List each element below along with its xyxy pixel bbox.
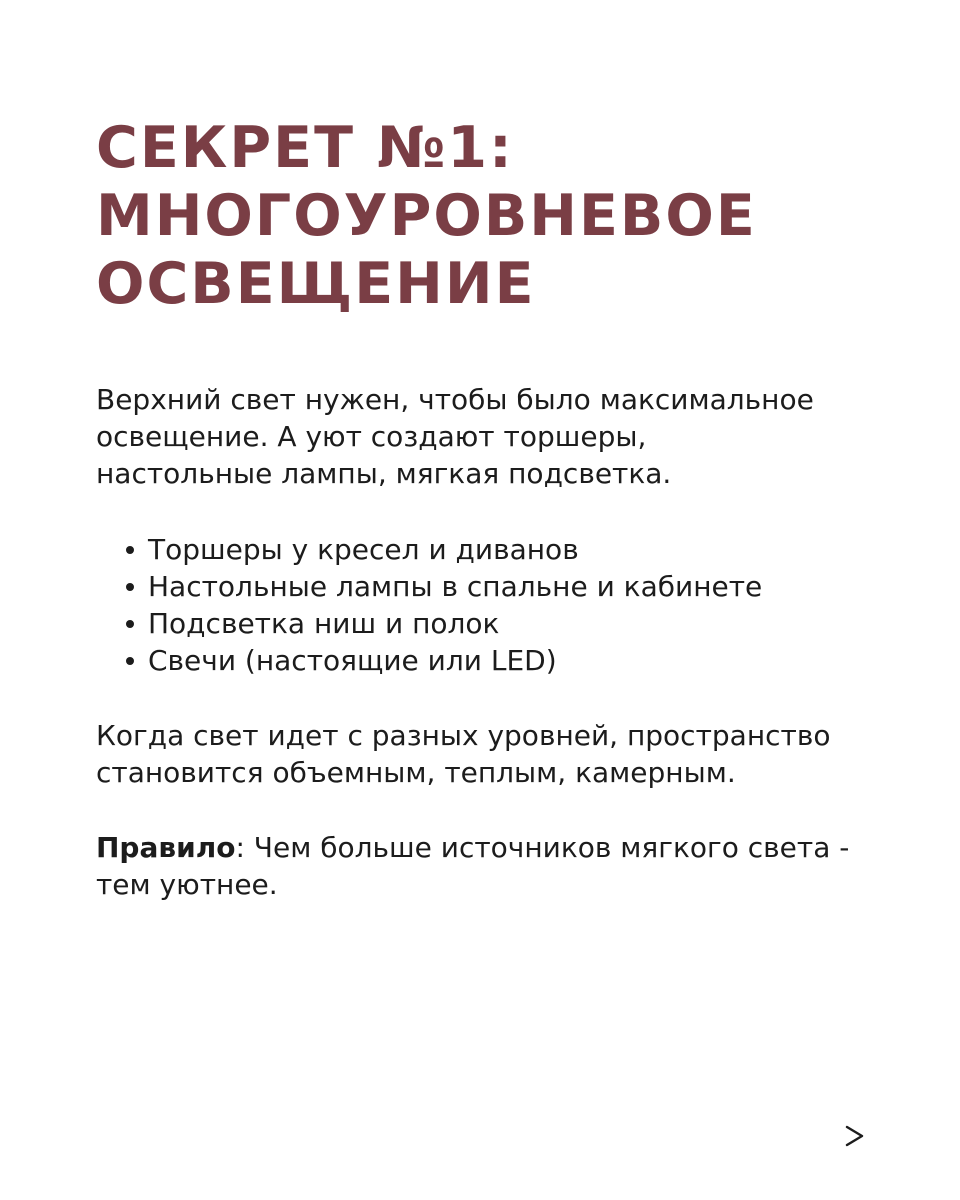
page-title — [96, 114, 896, 318]
outro-line: становится объемным, теплым, камерным. — [96, 756, 736, 789]
rule-line: тем уютнее. — [96, 868, 278, 901]
outro-line: Когда свет идет с разных уровней, пространство — [96, 719, 831, 752]
list-item — [120, 568, 880, 605]
bullet-icon — [126, 657, 134, 665]
list-item-text: Свечи (настоящие или LED) — [148, 644, 557, 677]
title-line: ОСВЕЩЕНИЕ — [96, 251, 536, 317]
bullet-list — [120, 531, 880, 679]
bullet-icon — [126, 583, 134, 591]
rule-line — [96, 829, 896, 866]
list-item-text: Настольные лампы в спальне и кабинете — [148, 570, 763, 603]
intro-line: Верхний свет нужен, чтобы было максимальное — [96, 383, 814, 416]
rule-text: : Чем больше источников мягкого света - — [235, 831, 850, 864]
rule-paragraph — [96, 829, 896, 903]
bullet-icon — [126, 546, 134, 554]
bullet-icon — [126, 620, 134, 628]
intro-paragraph — [96, 381, 896, 492]
outro-paragraph — [96, 717, 896, 791]
list-item — [120, 605, 880, 642]
list-item-text: Торшеры у кресел и диванов — [148, 533, 579, 566]
list-item-text: Подсветка ниш и полок — [148, 607, 500, 640]
title-line: МНОГОУРОВНЕВОЕ — [96, 183, 757, 249]
intro-line: настольные лампы, мягкая подсветка. — [96, 457, 672, 490]
title-line: СЕКРЕТ №1: — [96, 115, 514, 181]
arrow-right-icon[interactable] — [640, 1124, 866, 1148]
list-item — [120, 531, 880, 568]
intro-line: освещение. А уют создают торшеры, — [96, 420, 647, 453]
rule-label: Правило — [96, 831, 236, 864]
list-item — [120, 642, 880, 679]
